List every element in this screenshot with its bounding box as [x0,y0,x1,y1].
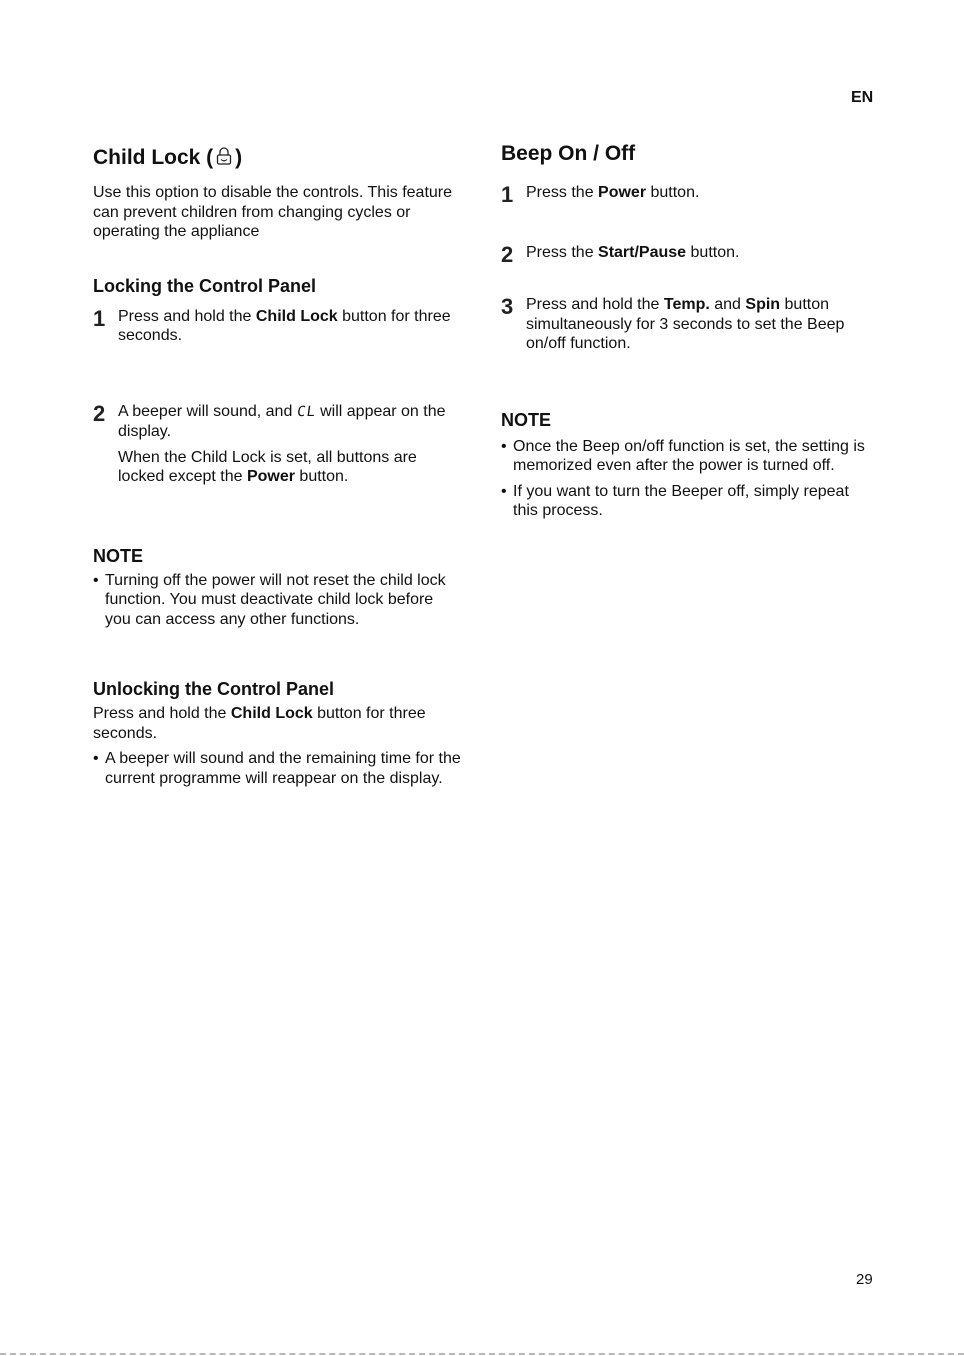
step-text-post: button simultaneously for 3 seconds to set the Beep on/off function. [526,296,845,352]
temp-button-name: Temp. [663,296,710,313]
unlocking-heading: Unlocking the Control Panel [93,679,335,699]
beep-title: Beep On / Off [501,142,636,165]
step-text-mid: and [709,296,746,313]
locking-heading: Locking the Control Panel [93,275,317,296]
cl-display-code: CL [295,403,317,420]
child-lock-note-heading: NOTE [93,545,144,566]
beep-step-2 [501,243,871,268]
language-label: EN [851,89,874,106]
locking-step-1 [93,307,463,346]
start-pause-button-name: Start/Pause [598,244,687,261]
step-text [526,243,871,263]
step-text-pre: Press the [526,244,599,261]
step-text [526,295,871,354]
step-text-pre: Press and hold the [526,296,664,313]
step-text [526,183,871,203]
child-lock-button-name: Child Lock [255,307,338,325]
locking-step-2 [93,402,463,487]
unlocking-text [93,704,463,743]
step-number: 2 [501,242,514,267]
power-button-name: Power [246,468,295,485]
bottom-divider [0,1353,964,1355]
child-lock-intro: Use this option to disable the controls. This feature can prevent children from changing cycles or operating the appliance [93,184,453,240]
step-text-pre: Press the [526,184,599,201]
power-button-name: Power [598,184,647,201]
beep-step-3 [501,295,871,354]
step-number: 3 [501,294,514,319]
detail-post: button. [294,468,349,485]
child-lock-note-list [93,571,463,630]
child-lock-section [93,143,463,788]
step-number: 2 [93,400,106,426]
step-text [118,402,463,487]
step-text-pre: Press and hold the [118,307,256,325]
unlocking-post: button for three seconds. [93,705,426,742]
step-text-post: button for three seconds. [118,307,451,344]
step-2-detail [118,448,463,487]
child-lock-button-name: Child Lock [230,705,313,722]
beep-step-1 [501,183,871,208]
note-item: • Turning off the power will not reset the child lock function. You must deactivate child lock before you can access any other functions. [93,571,463,630]
step-text-post: will appear on the display. [118,402,446,440]
unlocking-list [93,749,463,788]
step-number: 1 [501,182,514,207]
step-text [118,307,463,346]
child-lock-title [93,143,463,175]
step-2-main [118,402,463,442]
child-lock-icon [215,145,233,175]
step-text-post: button. [686,244,740,261]
note-item: • If you want to turn the Beeper off, simply repeat this process. [501,482,871,521]
beep-section [501,139,871,521]
spin-button-name: Spin [745,296,781,313]
child-lock-title-close: ) [235,146,243,169]
page-number: 29 [856,1271,873,1288]
detail-pre: When the Child Lock is set, all buttons are locked except the [118,448,417,485]
child-lock-title-text: Child Lock ( [93,146,214,169]
step-number: 1 [93,305,106,331]
beep-note-heading: NOTE [501,409,552,430]
step-text-post: button. [646,184,700,201]
unlocking-pre: Press and hold the [93,705,231,722]
step-text-pre: A beeper will sound, and [118,402,297,420]
unlocking-item: • A beeper will sound and the remaining time for the current programme will reappear on the display. [93,749,463,788]
note-item: • Once the Beep on/off function is set, the setting is memorized even after the power is turned off. [501,437,871,476]
beep-note-list [501,437,871,521]
